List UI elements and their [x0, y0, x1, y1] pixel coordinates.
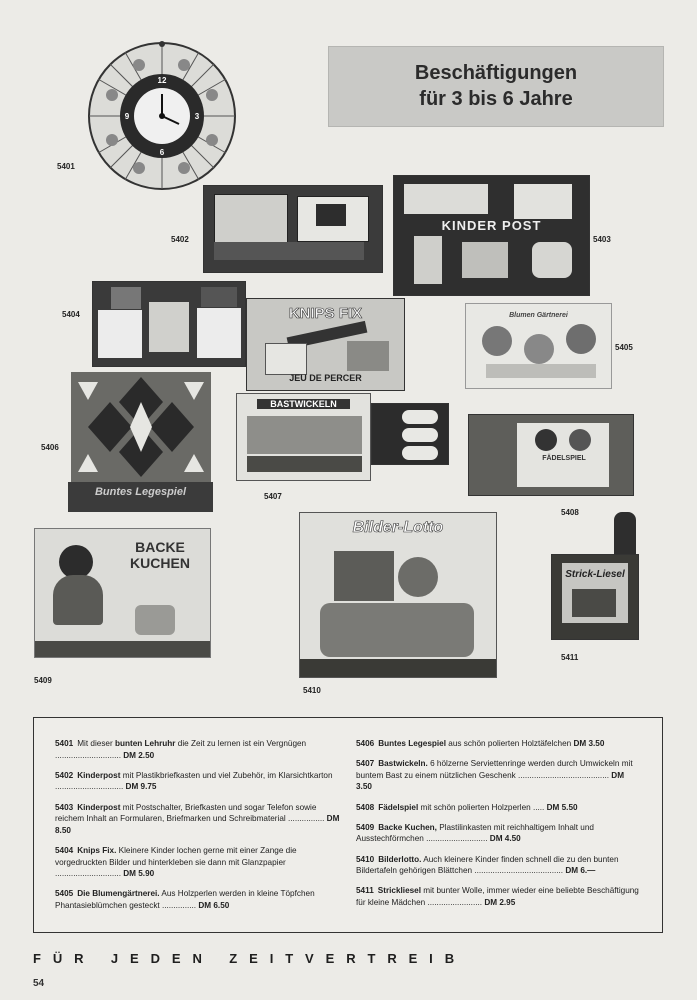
- svg-text:6: 6: [159, 148, 165, 157]
- photo-number-5405: 5405: [615, 343, 633, 352]
- product-photo-5408: [468, 414, 634, 496]
- product-descriptions-box: [33, 717, 663, 933]
- heading-line-2: für 3 bis 6 Jahre: [419, 88, 573, 110]
- product-photo-5406: [68, 372, 213, 512]
- description-5409: 5409 Backe Kuchen, Plastilinkasten mit reichhaltigem Inhalt und Ausstechförmchen ........................... DM 4.50: [356, 822, 594, 844]
- box-subtitle-jeu-de-percer: JEU DE PERCER: [289, 373, 362, 383]
- photo-number-5404: 5404: [62, 310, 80, 319]
- product-photo-5404-knips-fix: [246, 298, 405, 391]
- svg-text:9: 9: [124, 112, 130, 121]
- box-title-bastwickeln: BASTWICKELN: [257, 399, 350, 409]
- photo-number-5401: 5401: [57, 162, 75, 171]
- photo-number-5406: 5406: [41, 443, 59, 452]
- description-5406: 5406 Buntes Legespiel aus schön polierten Holztäfelchen DM 3.50: [356, 739, 605, 748]
- product-photo-5409: [34, 528, 211, 658]
- product-photo-5404-tray: [92, 281, 246, 367]
- description-5407: 5407 Bastwickeln. 6 hölzerne Serviettenringe werden durch Umwickeln mit buntem Bast zu einem nützlichen Geschenk ........................................ DM 3.50: [356, 759, 633, 792]
- svg-text:3: 3: [194, 112, 200, 121]
- box-title-backe-kuchen: BACKE KUCHEN: [130, 539, 190, 571]
- description-5403: 5403 Kinderpost mit Postschalter, Briefkasten und sogar Telefon sowie reichem Inhalt an Formularen, Briefmarken und Schreibmaterial ................ DM 8.50: [55, 802, 340, 835]
- box-title-buntes-legespiel: Buntes Legespiel: [94, 486, 187, 498]
- description-5411: 5411 Strickliesel mit bunter Wolle, immer wieder eine beliebte Beschäftigung für kleine Mädchen ........................ DM 2.95: [356, 886, 639, 907]
- descriptions-right-column: [356, 738, 641, 917]
- product-photo-5411: [551, 554, 639, 640]
- box-title-blumengaertnerei: Blumen Gärtnerei: [509, 312, 568, 319]
- description-5405: 5405 Die Blumengärtnerei. Aus Holzperlen werden in kleine Töpfchen Phantasieblümchen gesteckt ............... DM 6.50: [55, 889, 315, 910]
- heading-line-1: Beschäftigungen: [414, 62, 578, 84]
- page-number: 54: [33, 978, 45, 989]
- product-photo-5402: [203, 185, 383, 273]
- description-5402: 5402 Kinderpost mit Plastikbriefkasten und viel Zubehör, im Klarsichtkarton .............................. DM 9.75: [55, 770, 333, 792]
- product-photo-5401-clock: [84, 40, 240, 190]
- description-5401: 5401 Mit dieser bunten Lehruhr die Zeit zu lernen ist ein Vergnügen ............................. DM 2.50: [55, 739, 307, 760]
- description-5408: 5408 Fädelspiel mit schön polierten Holzperlen ..... DM 5.50: [356, 802, 578, 812]
- photo-number-5410: 5410: [303, 686, 321, 695]
- box-title-faedelspiel: FÄDELSPIEL: [542, 455, 586, 462]
- box-title-strick-liesel: Strick-Liesel: [565, 569, 625, 580]
- photo-number-5409: 5409: [34, 676, 52, 685]
- section-heading-box: [328, 46, 664, 127]
- product-photo-5405: [465, 303, 612, 389]
- product-photo-5403: [393, 175, 590, 296]
- svg-text:12: 12: [157, 76, 167, 85]
- product-photo-5410: [299, 512, 497, 678]
- descriptions-left-column: [55, 738, 342, 920]
- photo-number-5411: 5411: [561, 653, 579, 662]
- product-photo-5407-rings: [371, 403, 449, 465]
- photo-number-5402: 5402: [171, 235, 189, 244]
- photo-number-5407: 5407: [264, 492, 282, 501]
- photo-number-5403: 5403: [593, 235, 611, 244]
- box-title-knips-fix: KNIPS FIX: [288, 305, 363, 322]
- photo-number-5408: 5408: [561, 508, 579, 517]
- product-photo-5411-doll: [614, 512, 636, 560]
- footer-slogan: FÜR JEDEN ZEITVERTREIB: [33, 951, 466, 966]
- product-photo-5407: [236, 393, 371, 481]
- box-title-bilder-lotto: Bilder-Lotto: [352, 519, 444, 536]
- description-5404: 5404 Knips Fix. Kleinere Kinder lochen gerne mit einer Zange die vorgedruckten Bilder und hinterkleben sie dann mit Glanzpapier ............................. DM 5.90: [55, 845, 297, 879]
- description-5410: 5410 Bilderlotto. Auch kleinere Kinder finden schnell die zu den bunten Bildertafeln gehörigen Blättchen ....................................... DM 6.—: [356, 854, 619, 876]
- box-title-kinder-post: KINDER POST: [441, 218, 542, 233]
